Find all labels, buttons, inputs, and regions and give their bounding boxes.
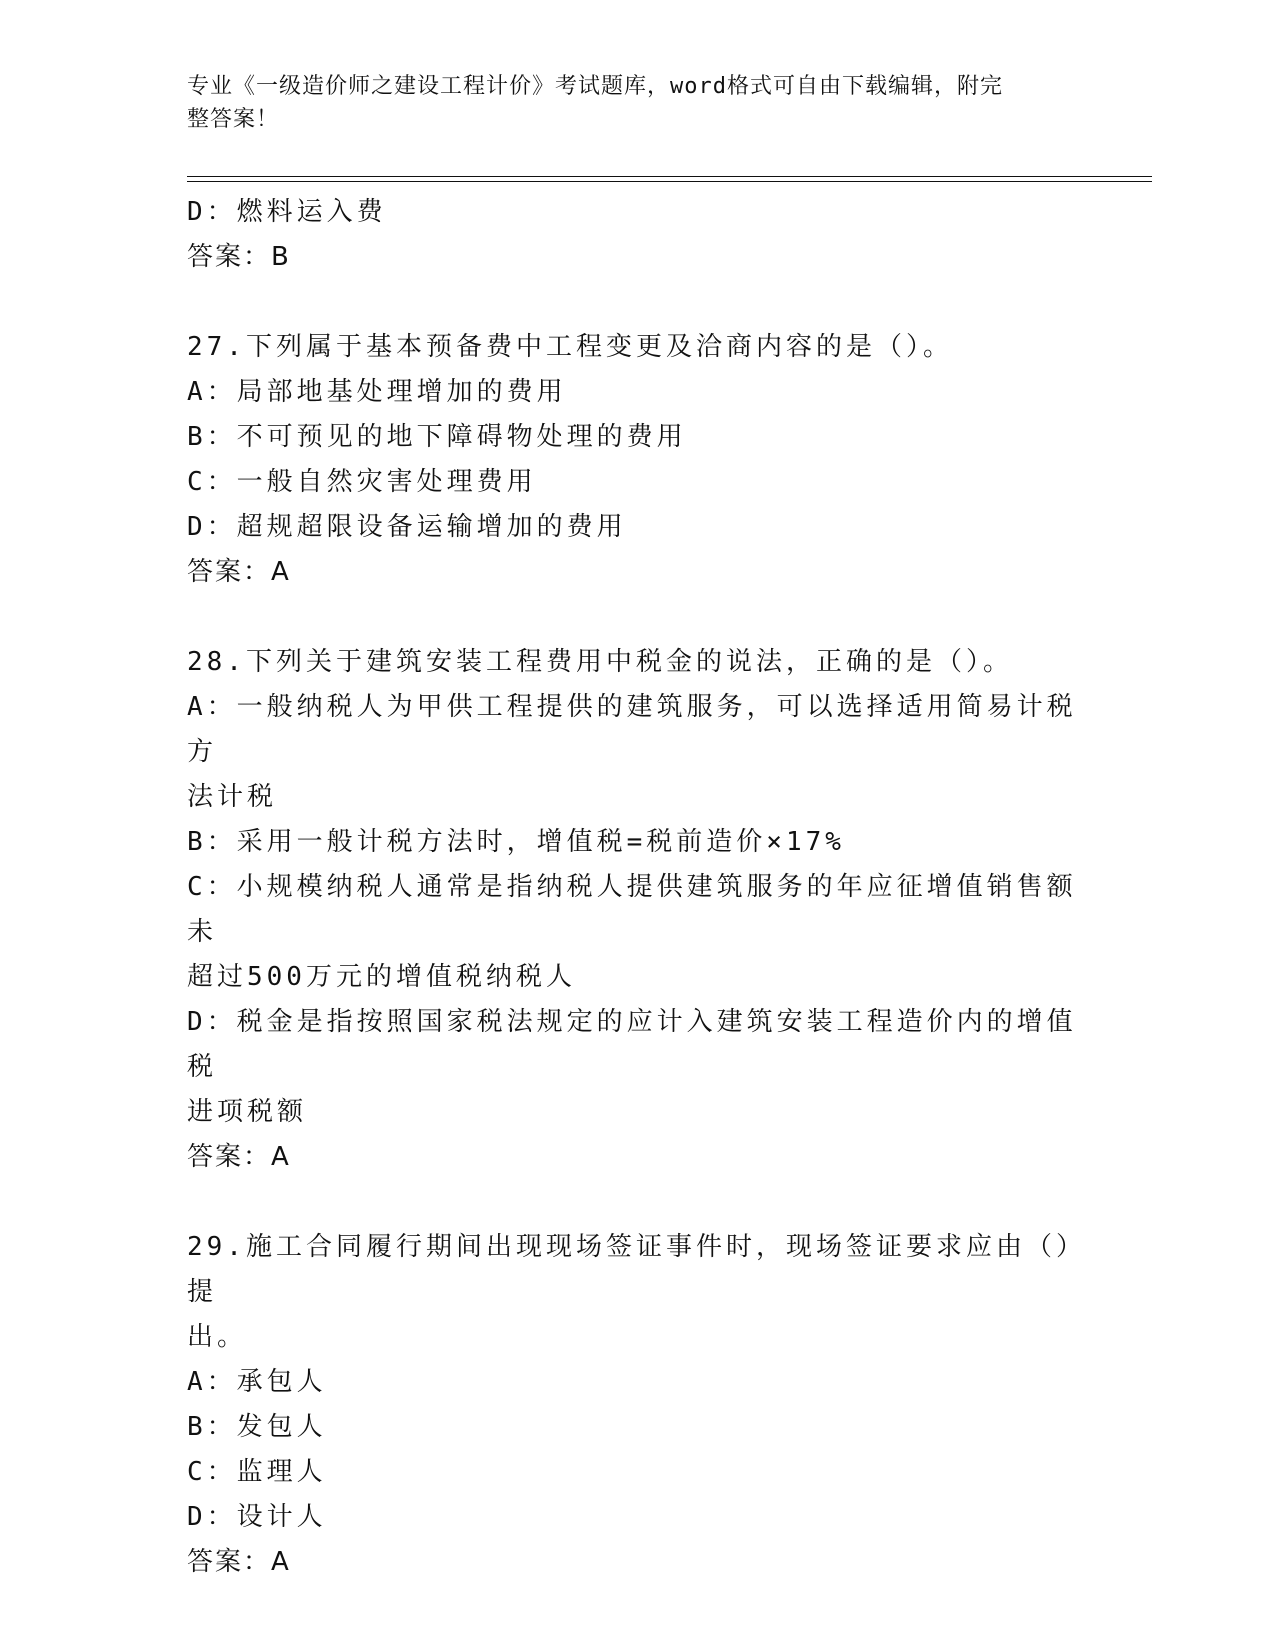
option-a: A：局部地基处理增加的费用 (187, 377, 567, 407)
question-list (187, 190, 1077, 1585)
answer: 答案：A (187, 1547, 291, 1577)
question-text-continued: 出。 (187, 1322, 248, 1352)
option-c-continued: 超过500万元的增值税纳税人 (187, 962, 576, 992)
previous-question-tail (187, 190, 1077, 280)
option-a-continued: 法计税 (187, 782, 278, 812)
spacer (187, 1180, 1077, 1225)
spacer (187, 280, 1077, 325)
option-a: A：承包人 (187, 1367, 327, 1397)
option-d: D：燃料运入费 (187, 197, 387, 227)
option-d-continued: 进项税额 (187, 1097, 308, 1127)
option-d: D：超规超限设备运输增加的费用 (187, 512, 627, 542)
question-text: 28.下列关于建筑安装工程费用中税金的说法，正确的是（）。 (187, 647, 1013, 677)
answer: 答案：A (187, 1142, 291, 1172)
document-header (187, 70, 1087, 136)
option-c: C：小规模纳税人通常是指纳税人提供建筑服务的年应征增值销售额未 (187, 872, 1077, 947)
header-line-2: 整答案！ (187, 107, 280, 132)
option-c: C：监理人 (187, 1457, 327, 1487)
answer: 答案：A (187, 557, 291, 587)
question-27 (187, 325, 1077, 595)
header-divider-bottom (187, 181, 1152, 182)
option-b: B：采用一般计税方法时，增值税=税前造价×17% (187, 827, 845, 857)
option-d: D：税金是指按照国家税法规定的应计入建筑安装工程造价内的增值税 (187, 1007, 1077, 1082)
question-29 (187, 1225, 1077, 1585)
option-b: B：发包人 (187, 1412, 327, 1442)
question-28 (187, 640, 1077, 1180)
question-text: 29.施工合同履行期间出现现场签证事件时，现场签证要求应由（）提 (187, 1232, 1073, 1307)
answer: 答案：B (187, 242, 291, 272)
header-divider-top (187, 176, 1152, 177)
spacer (187, 595, 1077, 640)
option-c: C：一般自然灾害处理费用 (187, 467, 537, 497)
question-text: 27.下列属于基本预备费中工程变更及洽商内容的是（）。 (187, 332, 953, 362)
header-line-1: 专业《一级造价师之建设工程计价》考试题库，word格式可自由下载编辑，附完 (187, 74, 1003, 99)
option-a: A：一般纳税人为甲供工程提供的建筑服务，可以选择适用简易计税方 (187, 692, 1077, 767)
option-d: D：设计人 (187, 1502, 327, 1532)
option-b: B：不可预见的地下障碍物处理的费用 (187, 422, 687, 452)
